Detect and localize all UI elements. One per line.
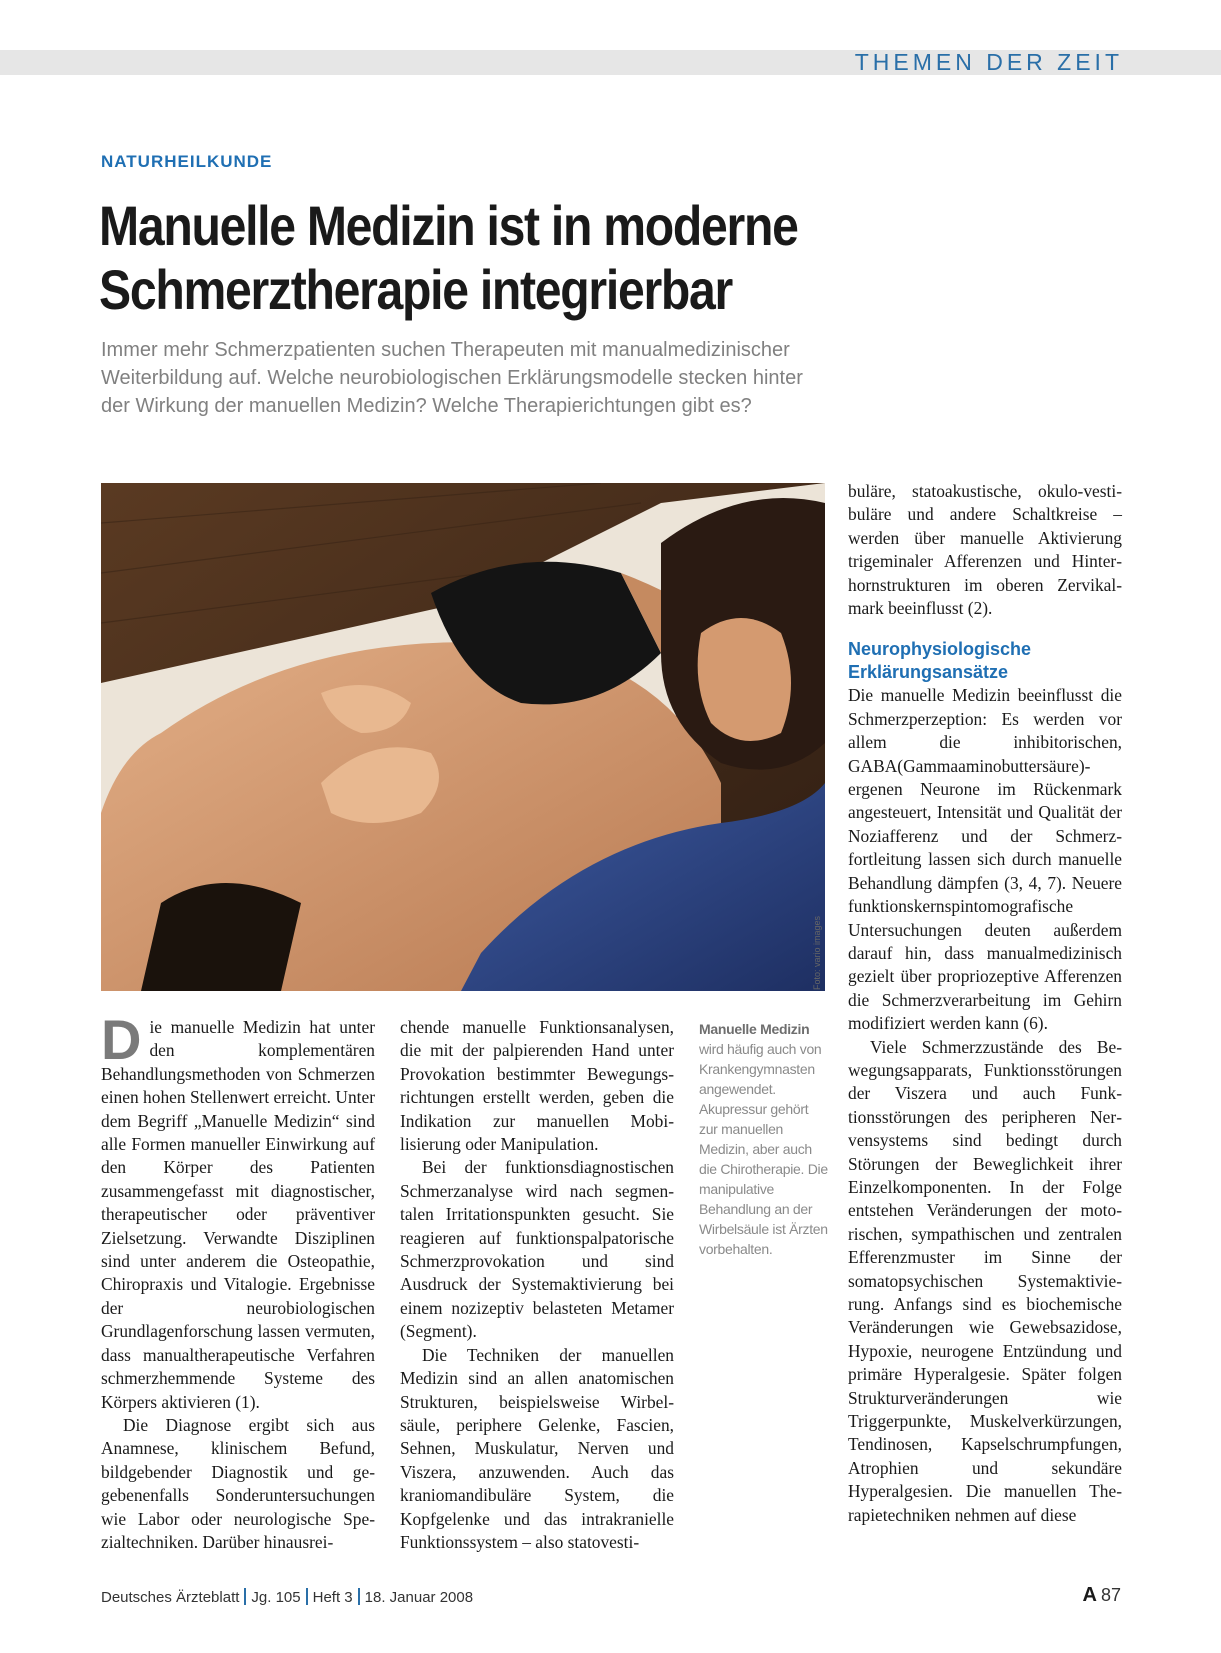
page-number (1083, 1584, 1121, 1607)
paragraph: Die Diagnose ergibt sich aus Anamnese, klinischem Befund, bildgebender Diagnostik und gegebenenfalls Sonderuntersuchungen wie Labor oder neurologische Spezialtechniken. Darüber hinausrei- (101, 1414, 375, 1552)
article-title (99, 194, 890, 322)
title-line: Manuelle Medizin ist in moderne (99, 194, 798, 257)
dropcap: D (101, 1008, 142, 1071)
paragraph-text: ie manuelle Medizin hat unter den komplementären Behandlungsmethoden von Schmerzen einen hohen Stellenwert erreicht. Unter dem Begriff „Manuelle Medizin“ sind alle Formen manueller Einwirkung auf den Körper des Patienten zusammengefasst mit diagnostischer, therapeutischer oder präventiver Zielsetzung. Verwandte Disziplinen sind unter anderem die Osteopathie, Chiropraxis und Vitalogie. Ergebnisse der neurobiologischen Grundlagenforschung lassen vermuten, dass manualtherapeutische Verfahren schmerzhemmende Systeme des Körpers aktivieren (1). (101, 1017, 375, 1412)
column-1 (101, 1008, 375, 1554)
issue: Heft 3 (312, 1589, 353, 1606)
paragraph: buläre, statoakustische, okulo-vestibuläre und andere Schaltkreise – werden über manuelle Aktivierung trigeminaler Afferenzen und Hinterhornstrukturen im oberen Zervikalmark beeinflusst (2). (848, 481, 1122, 619)
photo-credit: Foto: vario images (812, 915, 822, 990)
paragraph (101, 1008, 375, 1414)
paragraph: Viele Schmerzzustände des Bewegungsapparats, Funktionsstörungen der Viszera und auch Funktionsstörungen des peripheren Nervensystems sind bedingt durch Störungen der Beweglichkeit ihrer Einzelkomponenten. In der Folge entstehen Veränderungen der motorischen, sympathischen und zentralen Efferenzmuster im Sinne der somatopsychischen Systemaktivierung. Anfangs sind es biochemische Veränderungen wie Gewebsazidose, Hypoxie, neurogene Entzündung und primäre Hyperalgesie. Später folgen Strukturveränderungen wie Triggerpunkte, Muskelverkürzungen, Tendinosen, Kapselschrumpfungen, Atrophien und sekundäre Hyperalgesien. Die manuellen Therapietechniken nehmen auf diese (848, 1036, 1122, 1525)
paragraph: Bei der funktionsdiagnostischen Schmerzanalyse wird nach segmentalen Irritationspunkten gesucht. Sie reagieren auf funktionspalpatorische Schmerzprovokation und sind Ausdruck der Systemaktivierung bei einem nozizeptiv belasteten Metamer (Segment). (400, 1157, 674, 1342)
kicker: NATURHEILKUNDE (101, 152, 273, 171)
lead-line: der Wirkung der manuellen Medizin? Welche Therapierichtungen gibt es? (101, 395, 752, 417)
footer-citation (101, 1588, 473, 1606)
title-line: Schmerztherapie integrierbar (99, 258, 733, 321)
photo-caption (699, 1019, 829, 1259)
lead-line: Weiterbildung auf. Welche neurobiologischen Erklärungsmodelle stecken hinter (101, 367, 803, 389)
section-label: THEMEN DER ZEIT (854, 49, 1123, 75)
page-prefix: A (1082, 1584, 1097, 1606)
column-3 (848, 480, 1122, 1527)
volume: Jg. 105 (251, 1589, 301, 1606)
subheading: Neurophysiologische Erklärungsansätze (848, 639, 1032, 683)
page-number-value: 87 (1100, 1585, 1121, 1605)
divider (358, 1588, 360, 1605)
issue-date: 18. Januar 2008 (364, 1589, 474, 1606)
lead-line: Immer mehr Schmerzpatienten suchen Therapeuten mit manualmedizinischer (101, 339, 790, 361)
divider (244, 1588, 246, 1605)
caption-text: wird häufig auch von Krankengymnasten angewendet. Akupressur gehört zur manuellen Medizin, aber auch die Chirotherapie. Die manipulative Behandlung an der Wirbelsäule ist Ärzten vorbehalten. (699, 1041, 828, 1257)
column-2 (400, 1016, 674, 1554)
journal-name: Deutsches Ärzteblatt (101, 1589, 240, 1606)
article-photo (101, 483, 825, 991)
caption-title: Manuelle Medizin (699, 1021, 810, 1037)
paragraph: chende manuelle Funktionsanalysen, die mit der palpierenden Hand unter Provokation bestimmter Bewegungsrichtungen erstellt werden, geben die Indikation zur manuellen Mobilisierung oder Manipulation. (400, 1017, 674, 1155)
paragraph: Die manuelle Medizin beeinflusst die Schmerzperzeption: Es werden vor allem die inhibitorischen, GABA(Gammaaminobuttersäure)-ergenen Neurone im Rückenmark angesteuert, Intensität und Qualität der Noziafferenz und der Schmerzfortleitung lassen sich durch manuelle Behandlung dämpfen (3, 4, 7). Neuere funktionskernspintomografische Untersuchungen deuten außerdem darauf hin, dass manualmedizinisch gezielt über propriozeptive Afferenzen die Schmerzverarbeitung im Gehirn modifiziert werden kann (6). (848, 685, 1122, 1034)
divider (306, 1588, 308, 1605)
lead-paragraph (101, 336, 961, 420)
paragraph: Die Techniken der manuellen Medizin sind an allen anatomischen Strukturen, beispielsweise Wirbelsäule, periphere Gelenke, Fascien, Sehnen, Muskulatur, Nerven und Viszera, anzuwenden. Auch das kraniomandibuläre System, die Kopfgelenke und das intrakranielle Funktionssystem – also statovesti- (400, 1344, 674, 1552)
